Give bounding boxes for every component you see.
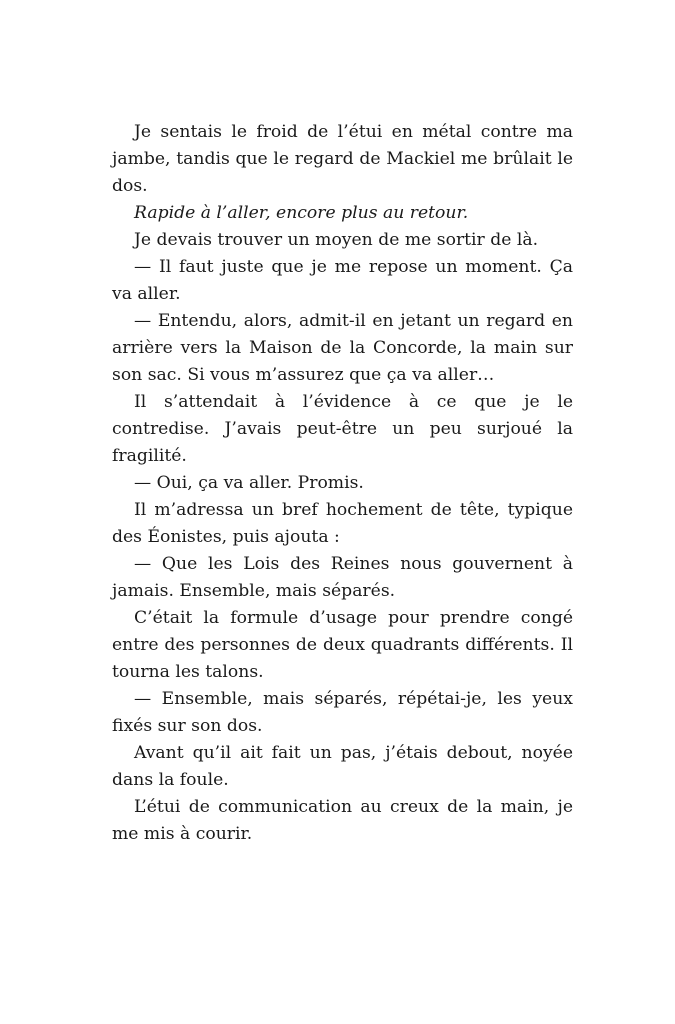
paragraph: Avant qu’il ait fait un pas, j’étais debout, noyée dans la foule. <box>112 743 573 790</box>
paragraph: Il s’attendait à l’évidence à ce que je le contredise. J’avais peut-être un peu surjoué la fragilité. <box>112 392 573 466</box>
paragraph: — Il faut juste que je me repose un moment. Ça va aller. <box>112 257 573 304</box>
paragraph: — Oui, ça va aller. Promis. <box>134 473 364 493</box>
paragraph-italic: Rapide à l’aller, encore plus au retour. <box>134 203 469 223</box>
paragraph: — Ensemble, mais séparés, répétai-je, les yeux fixés sur son dos. <box>112 689 573 736</box>
paragraph: Je sentais le froid de l’étui en métal contre ma jambe, tandis que le regard de Mackiel me brûlait le dos. <box>112 122 573 196</box>
body-text <box>112 119 573 848</box>
paragraph: — Que les Lois des Reines nous gouvernent à jamais. Ensemble, mais séparés. <box>112 554 573 601</box>
paragraph: C’était la formule d’usage pour prendre congé entre des personnes de deux quadrants différents. Il tourna les talons. <box>112 608 573 682</box>
paragraph: — Entendu, alors, admit-il en jetant un regard en arrière vers la Maison de la Concorde, la main sur son sac. Si vous m’assurez que ça va aller… <box>112 311 573 385</box>
paragraph: L’étui de communication au creux de la main, je me mis à courir. <box>112 797 573 844</box>
paragraph: Je devais trouver un moyen de me sortir de là. <box>134 230 539 250</box>
paragraph: Il m’adressa un bref hochement de tête, typique des Éonistes, puis ajouta : <box>112 500 573 547</box>
